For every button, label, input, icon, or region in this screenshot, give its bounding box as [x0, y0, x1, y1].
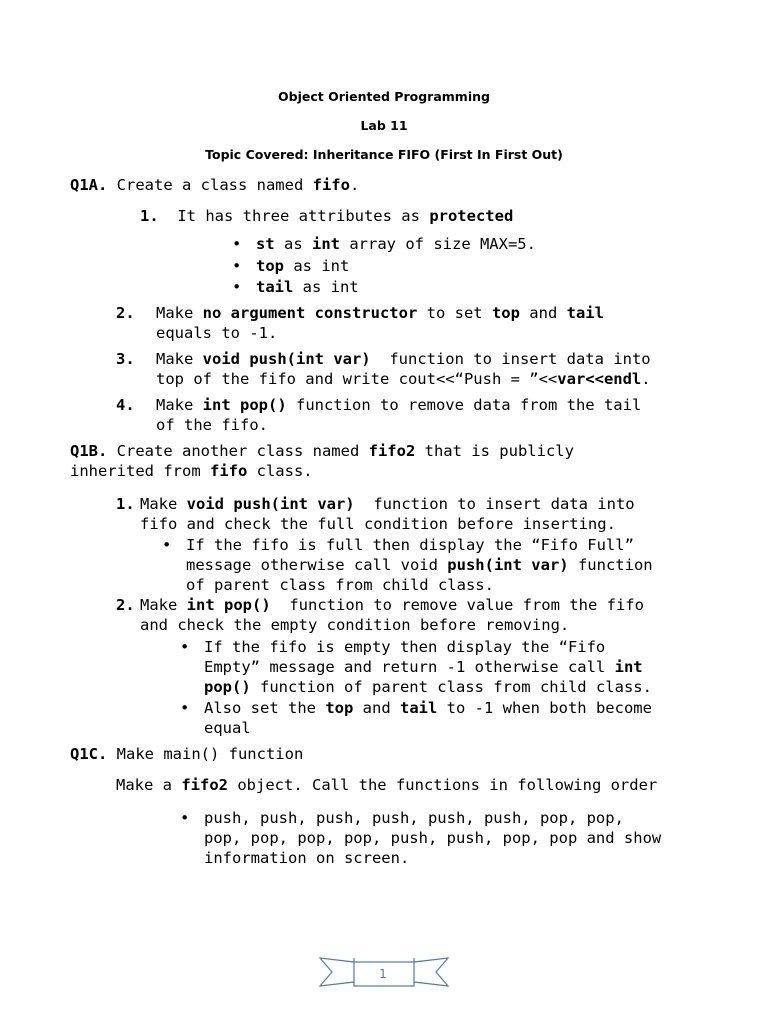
q1a-item-3: Make void push(int var) function to insert data into top of the fifo and write cout<<“Push = ”<<var<<endl. [156, 350, 651, 388]
q1b-intro: Q1B. Create another class named fifo2 that is publicly inherited from fifo class. [70, 442, 574, 480]
bullet-icon: • [232, 235, 242, 253]
q1b-item-2-number: 2. [116, 596, 135, 614]
q1c-instruction: Make a fifo2 object. Call the functions in following order [116, 776, 658, 794]
q1a-bullet-tail: tail as int [256, 278, 359, 296]
q1b-item-2-bullet-2: Also set the top and tail to -1 when both become equal [204, 699, 652, 737]
q1b-item-1: Make void push(int var) function to insert data into fifo and check the full condition before inserting. [140, 495, 635, 533]
q1a-intro: Q1A. Create a class named fifo. [70, 176, 360, 194]
q1a-item-4: Make int pop() function to remove data from the tail of the fifo. [156, 396, 642, 434]
bullet-icon: • [232, 257, 242, 275]
bullet-icon: • [232, 278, 242, 296]
q1b-item-2-bullet-1: If the fifo is empty then display the “Fifo Empty” message and return -1 otherwise call int pop() function of parent class from child class. [204, 638, 652, 696]
q1a-item-2: Make no argument constructor to set top and tail equals to -1. [156, 304, 604, 342]
bullet-icon: • [162, 536, 172, 554]
bullet-icon: • [180, 699, 190, 717]
q1a-item-1: 1. It has three attributes as protected [140, 207, 514, 225]
q1b-item-2: Make int pop() function to remove value from the fifo and check the empty condition before removing. [140, 596, 644, 634]
q1c-intro: Q1C. Make main() function [70, 745, 304, 763]
q1b-item-1-bullet: If the fifo is full then display the “Fifo Full” message otherwise call void push(int var) function of parent class from child class. [186, 536, 653, 594]
lab-number: Lab 11 [360, 118, 408, 133]
q1c-bullet: push, push, push, push, push, push, pop, pop, pop, pop, pop, pop, push, push, pop, pop and show information on screen. [204, 809, 662, 867]
q1a-item-3-number: 3. [116, 350, 135, 368]
q1b-item-1-number: 1. [116, 495, 135, 513]
page-number: 1 [379, 967, 387, 981]
document-title: Object Oriented Programming [278, 89, 490, 104]
q1a-item-2-number: 2. [116, 304, 135, 322]
q1a-bullet-top: top as int [256, 257, 350, 275]
bullet-icon: • [180, 809, 190, 827]
q1a-item-4-number: 4. [116, 396, 135, 414]
q1a-bullet-st: st as int array of size MAX=5. [256, 235, 536, 253]
topic-line: Topic Covered: Inheritance FIFO (First In First Out) [205, 147, 563, 162]
bullet-icon: • [180, 638, 190, 656]
